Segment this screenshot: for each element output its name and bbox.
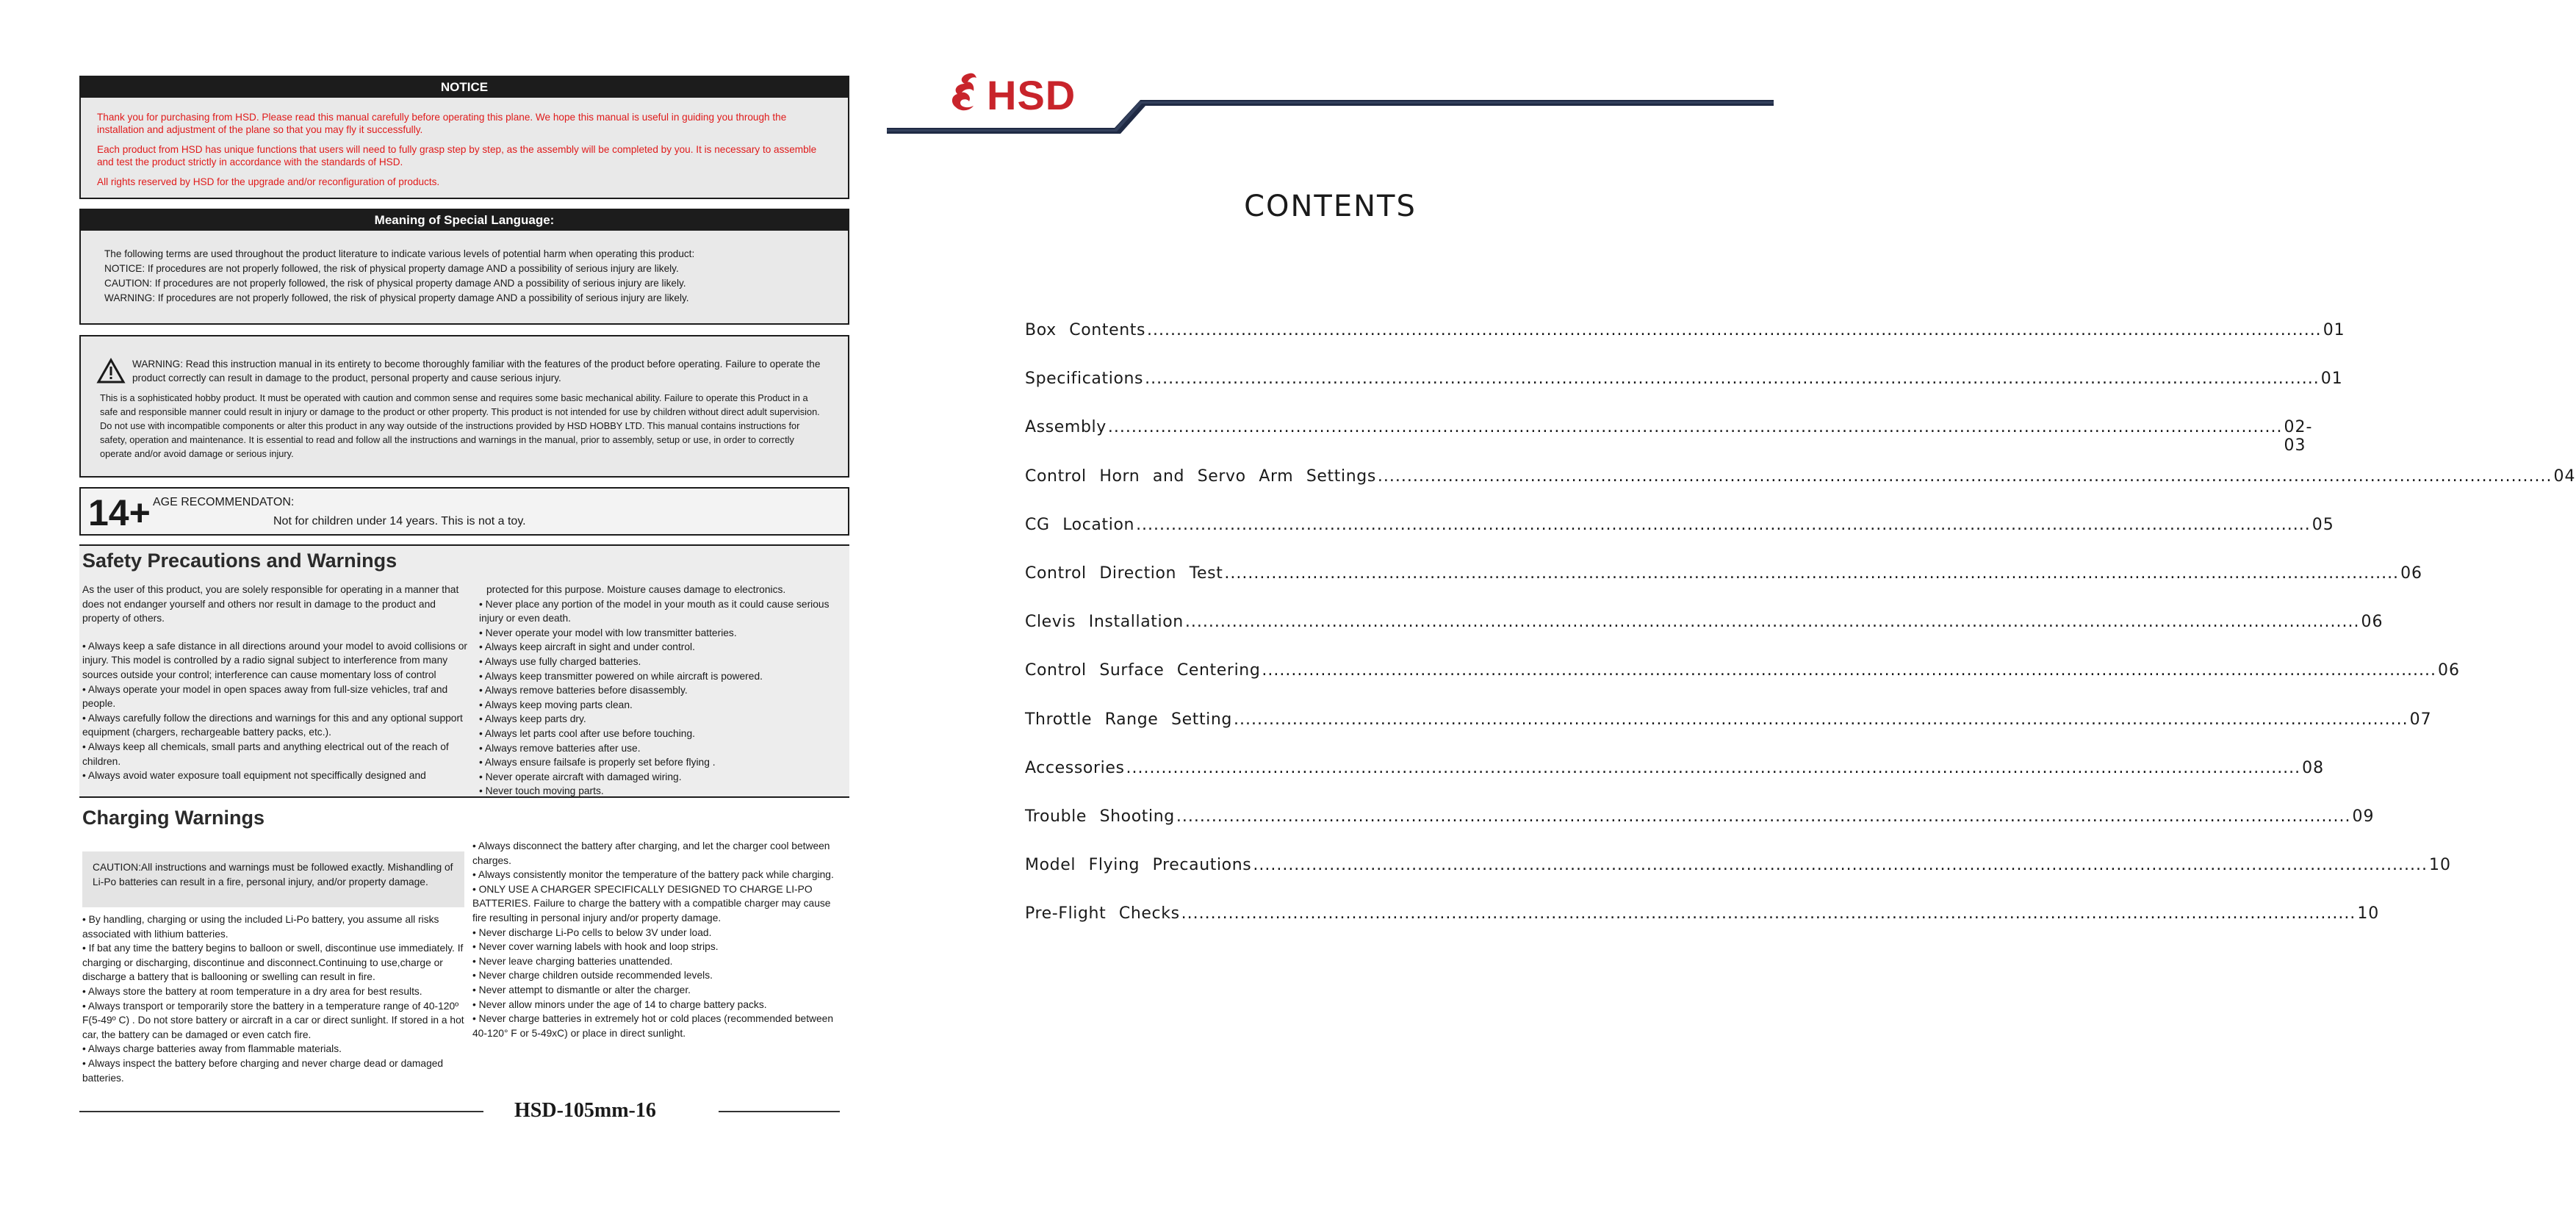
list-item: • Always inspect the battery before charging and never charge dead or damaged batteries. bbox=[82, 1057, 444, 1084]
toc-leader-dots: ........................................................................................................................................................................................................ bbox=[1136, 515, 2311, 534]
toc-page-number: 08 bbox=[2302, 758, 2325, 777]
special-line: WARNING: If procedures are not properly followed, the risk of physical property damage AND a possibility of serious injury are likely. bbox=[104, 292, 689, 303]
notice-box bbox=[79, 76, 849, 199]
toc-leader-dots: ........................................................................................................................................................................................................ bbox=[1145, 370, 2320, 389]
list-item: • Always store the battery at room temperature in a dry area for best results. bbox=[82, 985, 422, 997]
right-page bbox=[887, 0, 2576, 1210]
list-item: • Always avoid water exposure toall equipment not speciffically designed and bbox=[82, 770, 426, 782]
toc-page-number: 06 bbox=[2400, 564, 2423, 583]
list-item: • Never operate your model with low transmitter batteries. bbox=[479, 627, 737, 638]
hsd-logo bbox=[947, 71, 1076, 120]
toc-leader-dots: ........................................................................................................................................................................................................ bbox=[1176, 807, 2351, 826]
toc-title: Specifications bbox=[1025, 370, 1144, 389]
toc-title: Accessories bbox=[1025, 758, 1125, 777]
list-item: • Always keep all chemicals, small parts and anything electrical out of the reach of children. bbox=[82, 741, 449, 767]
list-item: • Never charge children outside recommended levels. bbox=[472, 970, 713, 982]
toc-page-number: 01 bbox=[2320, 370, 2343, 389]
list-item: • Always keep transmitter powered on while aircraft is powered. bbox=[479, 670, 763, 682]
notice-title: NOTICE bbox=[81, 77, 848, 98]
toc-row[interactable] bbox=[1025, 904, 2380, 926]
toc-page-number: 01 bbox=[2323, 321, 2345, 339]
toc-leader-dots: ........................................................................................................................................................................................................ bbox=[1107, 418, 2283, 437]
list-item: • By handling, charging or using the included Li-Po battery, you assume all risks associated with lithium batteries. bbox=[82, 914, 439, 940]
special-line: The following terms are used throughout the product literature to indicate various levels of potential harm when operating this product: bbox=[104, 248, 695, 259]
list-item: • Always let parts cool after use before touching. bbox=[479, 727, 695, 739]
dragon-logo-icon bbox=[947, 71, 981, 120]
safety-right-column bbox=[479, 583, 846, 799]
notice-text bbox=[81, 98, 848, 188]
footer-model-code: HSD-105mm-16 bbox=[514, 1099, 656, 1122]
toc-row[interactable] bbox=[1025, 710, 2432, 732]
age-number: 14+ bbox=[88, 492, 151, 533]
toc-row[interactable] bbox=[1025, 321, 2345, 343]
toc-row[interactable] bbox=[1025, 758, 2325, 781]
toc-leader-dots: ........................................................................................................................................................................................................ bbox=[1181, 904, 2356, 923]
safety-left-column bbox=[82, 583, 472, 799]
left-page bbox=[0, 0, 887, 1210]
toc-row[interactable] bbox=[1025, 661, 2461, 683]
caution-box: CAUTION:All instructions and warnings must be followed exactly. Mishandling of Li-Po batteries can result in a fire, personal injury, and/or property damage. bbox=[82, 851, 464, 907]
list-item: • Always operate your model in open spaces away from full-size vehicles, traf and people. bbox=[82, 683, 448, 710]
toc-title: Box Contents bbox=[1025, 321, 1146, 339]
charging-section bbox=[79, 838, 849, 1109]
toc-page-number: 06 bbox=[2361, 613, 2383, 632]
toc-leader-dots: ........................................................................................................................................................................................................ bbox=[1147, 321, 2322, 339]
age-note: Not for children under 14 years. This is not a toy. bbox=[273, 515, 526, 527]
list-item: • Always remove batteries after use. bbox=[479, 742, 641, 754]
toc-title: Model Flying Precautions bbox=[1025, 856, 1252, 875]
toc-page-number: 07 bbox=[2409, 710, 2432, 729]
list-item: • Always charge batteries away from flammable materials. bbox=[82, 1043, 342, 1055]
list-item: protected for this purpose. Moisture causes damage to electronics. bbox=[486, 584, 786, 595]
list-item: • Never allow minors under the age of 14 to charge battery packs. bbox=[472, 998, 767, 1010]
notice-paragraph: Thank you for purchasing from HSD. Please read this manual carefully before operating this plane. We hope this manual is useful in guiding you through the installation and adjustment of the plane so that you may fly it successfully. bbox=[97, 112, 787, 135]
toc-page-number: 05 bbox=[2311, 515, 2334, 534]
age-label: AGE RECOMMENDATON: bbox=[153, 496, 295, 508]
toc-row[interactable] bbox=[1025, 807, 2375, 829]
toc-row[interactable] bbox=[1025, 515, 2334, 538]
list-item: • Never leave charging batteries unattended. bbox=[472, 955, 673, 967]
toc-title: Control Horn and Servo Arm Settings bbox=[1025, 467, 1376, 486]
special-line: CAUTION: If procedures are not properly followed, the risk of physical property damage AND a possibility of serious injury are likely. bbox=[104, 278, 686, 289]
list-item: • Always transport or temporarily store the battery in a temperature range of 40-120º F(5-49º C) . Do not store battery or aircraft in a car or direct sunlight. If stored in a hot car, the battery can be damaged or even catch fire. bbox=[82, 1000, 464, 1040]
toc-page-number: 10 bbox=[2429, 856, 2451, 875]
charging-right-column bbox=[472, 839, 847, 1040]
warning-head bbox=[81, 336, 848, 385]
toc-leader-dots: ........................................................................................................................................................................................................ bbox=[1253, 856, 2428, 875]
age-recommendation-box bbox=[79, 487, 849, 536]
special-language-title: Meaning of Special Language: bbox=[81, 210, 848, 231]
list-item: • Always ensure failsafe is properly set before flying . bbox=[479, 757, 716, 768]
toc-row[interactable] bbox=[1025, 613, 2383, 635]
toc-leader-dots: ........................................................................................................................................................................................................ bbox=[1234, 710, 2408, 729]
toc-title: Clevis Installation bbox=[1025, 613, 1184, 632]
special-language-box bbox=[79, 209, 849, 325]
list-item: • Always keep aircraft in sight and under control. bbox=[479, 641, 695, 653]
footer-divider bbox=[79, 1111, 483, 1112]
toc-title: Assembly bbox=[1025, 418, 1107, 437]
footer-divider bbox=[719, 1111, 840, 1112]
list-item: • Never place any portion of the model in your mouth as it could cause serious injury or even death. bbox=[479, 598, 830, 624]
list-item: • Never discharge Li-Po cells to below 3V under load. bbox=[472, 926, 712, 938]
list-item: • Always use fully charged batteries. bbox=[479, 655, 641, 667]
toc-title: Control Direction Test bbox=[1025, 564, 1223, 583]
safety-intro: As the user of this product, you are solely responsible for operating in a manner that does not endanger yourself and others nor result in damage to the product and property of others. bbox=[82, 584, 459, 624]
list-item: • Always consistently monitor the temperature of the battery pack while charging. bbox=[472, 869, 834, 881]
special-line: NOTICE: If procedures are not properly followed, the risk of physical property damage AND a possibility of serious injury are likely. bbox=[104, 263, 679, 274]
list-item: • Never cover warning labels with hook and loop strips. bbox=[472, 941, 719, 953]
toc-leader-dots: ........................................................................................................................................................................................................ bbox=[1224, 564, 2400, 583]
list-item: • Never charge batteries in extremely hot or cold places (recommended between 40-120° F or 5-49xC) or place in direct sunlight. bbox=[472, 1013, 834, 1039]
list-item: • If bat any time the battery begins to balloon or swell, discontinue use immediately. If charging or discharging, discontinue and disconnect.Continuing to use,charge or discharge a battery that is ballooning or swelling can result in fire. bbox=[82, 943, 464, 983]
toc-title: Throttle Range Setting bbox=[1025, 710, 1232, 729]
warning-head-text: WARNING: Read this instruction manual in its entirety to become thoroughly familiar with the features of the product before operating. Failure to operate the product correctly can result in damage to the product, personal property and cause serious injury. bbox=[132, 359, 821, 383]
list-item: • Never attempt to dismantle or alter the charger. bbox=[472, 984, 691, 995]
notice-paragraph: Each product from HSD has unique functions that users will need to fully grasp step by step, as the assembly will be completed by you. It is necessary to assemble and test the product strictly in accordance with the standards of HSD. bbox=[97, 144, 817, 168]
toc-title: Trouble Shooting bbox=[1025, 807, 1175, 826]
toc-page-number: 09 bbox=[2352, 807, 2375, 826]
toc-row[interactable] bbox=[1025, 564, 2423, 586]
logo-text: HSD bbox=[987, 72, 1076, 118]
warning-box bbox=[79, 335, 849, 478]
toc-page-number: 06 bbox=[2438, 661, 2461, 680]
toc-leader-dots: ........................................................................................................................................................................................................ bbox=[1184, 613, 2360, 632]
toc-leader-dots: ........................................................................................................................................................................................................ bbox=[1377, 467, 2552, 486]
toc-row[interactable] bbox=[1025, 856, 2451, 878]
toc-title: CG Location bbox=[1025, 515, 1135, 534]
toc-leader-dots: ........................................................................................................................................................................................................ bbox=[1262, 661, 2437, 680]
list-item: • ONLY USE A CHARGER SPECIFICALLY DESIGNED TO CHARGE LI-PO BATTERIES. Failure to charge the battery with a compatible charger may cause fire resulting in personal injury and/or property damage. bbox=[472, 883, 831, 923]
toc-page-number: 10 bbox=[2357, 904, 2380, 923]
charging-left-column bbox=[82, 912, 472, 1085]
list-item: • Always keep parts dry. bbox=[479, 713, 586, 725]
warning-triangle-icon bbox=[97, 359, 125, 387]
toc-title: Control Surface Centering bbox=[1025, 661, 1261, 680]
list-item: • Never operate aircraft with damaged wiring. bbox=[479, 771, 682, 782]
list-item: • Always keep moving parts clean. bbox=[479, 699, 633, 710]
safety-section bbox=[79, 544, 849, 798]
notice-paragraph: All rights reserved by HSD for the upgrade and/or reconfiguration of products. bbox=[97, 176, 440, 187]
toc-leader-dots: ........................................................................................................................................................................................................ bbox=[1126, 758, 2301, 777]
toc-row[interactable] bbox=[1025, 418, 2313, 455]
toc-page-number: 02-03 bbox=[2284, 418, 2313, 455]
list-item: • Always keep a safe distance in all directions around your model to avoid collisions or injury. This model is controlled by a radio signal subject to interference from many sources outside your control; interference can cause momentary loss of control bbox=[82, 640, 468, 680]
special-language-text bbox=[81, 231, 848, 306]
toc-row[interactable] bbox=[1025, 467, 2576, 489]
list-item: • Always disconnect the battery after charging, and let the charger cool between charges. bbox=[472, 840, 830, 866]
warning-body: This is a sophisticated hobby product. It must be operated with caution and common sense and requires some basic mechanical ability. Failure to operate this Product in a safe and responsible manner could result in injury or damage to the product or other property. This product is not intended for use by children without direct adult supervision. Do not use with incompatible components or alter this product in any way outside of the instructions provided by HSD HOBBY LTD. This manual contains instructions for safety, operation and maintenance. It is essential to read and follow all the instructions and warnings in the manual, prior to assembly, setup or use, in order to correctly operate and/or avoid damage or serious injury. bbox=[100, 392, 820, 459]
toc-title: Pre-Flight Checks bbox=[1025, 904, 1180, 923]
list-item: • Always remove batteries before disassembly. bbox=[479, 685, 688, 696]
list-item: • Always carefully follow the directions and warnings for this and any optional support equipment (chargers, rechargeable battery packs, etc.). bbox=[82, 712, 463, 738]
list-item: • Never touch moving parts. bbox=[479, 785, 604, 797]
safety-title: Safety Precautions and Warnings bbox=[82, 550, 397, 572]
toc-row[interactable] bbox=[1025, 370, 2343, 392]
contents-title: CONTENTS bbox=[1244, 190, 1417, 223]
charging-title: Charging Warnings bbox=[82, 807, 265, 829]
toc-page-number: 04 bbox=[2553, 467, 2576, 486]
